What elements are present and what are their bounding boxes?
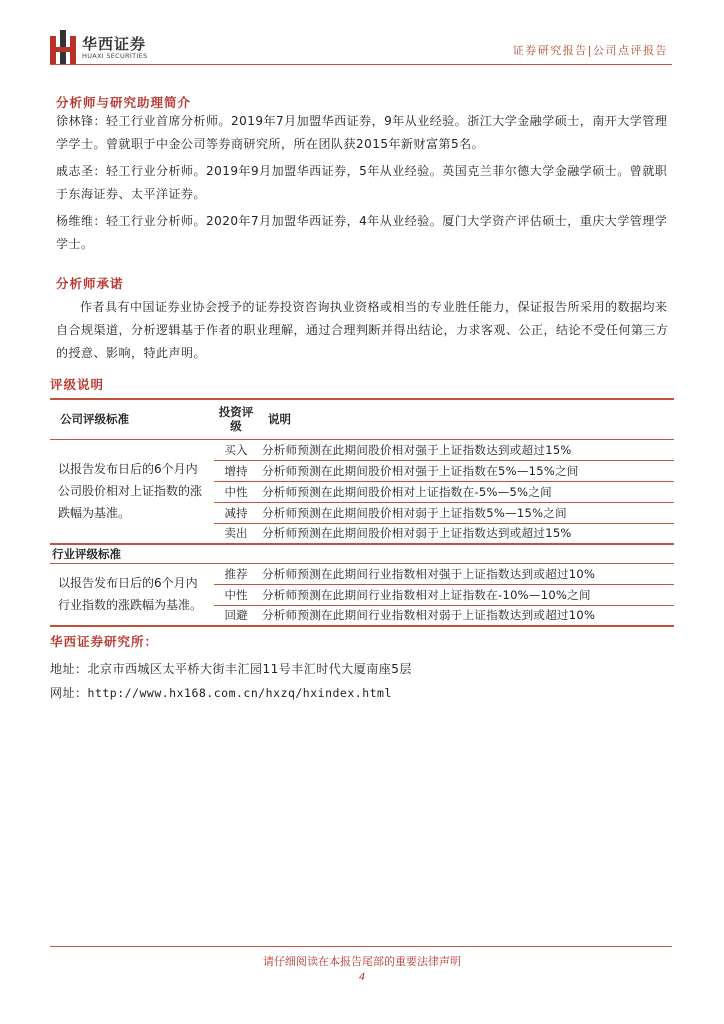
rating-title: 评级说明 bbox=[50, 377, 105, 392]
rating-value: 减持 bbox=[224, 505, 248, 520]
rating-explain: 分析师预测在此期间股价相对强于上证指数达到或超过15% bbox=[262, 442, 572, 457]
institute-website bbox=[50, 684, 392, 701]
col-rating-header: 投资评级 bbox=[218, 405, 254, 434]
rating-explain: 分析师预测在此期间股价相对弱于上证指数5%—15%之间 bbox=[262, 505, 567, 520]
analyst-bio-3: 杨维维：轻工行业分析师。2020年7月加盟华西证券，4年从业经验。厦门大学资产评估硕士，重庆大学管理学学士。 bbox=[56, 214, 668, 251]
industry-rating-header bbox=[50, 544, 674, 563]
footer-divider bbox=[50, 946, 672, 947]
commitment-text: 作者具有中国证券业协会授予的证券投资咨询执业资格或相当的专业胜任能力，保证报告所采用的数据均来自合规渠道，分析逻辑基于作者的职业理解，通过合理判断并得出结论，力求客观、公正，结论不受任何第三方的授意、影响，特此声明。 bbox=[56, 300, 669, 360]
table-row bbox=[50, 439, 674, 460]
url-label: 网址： bbox=[50, 686, 88, 700]
logo-name-en: HUAXI SECURITIES bbox=[82, 52, 148, 60]
rating-value: 中性 bbox=[224, 587, 248, 602]
header-divider bbox=[50, 64, 672, 65]
page-header bbox=[0, 0, 724, 68]
col-explain-header: 说明 bbox=[268, 412, 291, 427]
analyst-intro-title: 分析师与研究助理简介 bbox=[56, 95, 192, 110]
rating-explain: 分析师预测在此期间股价相对上证指数在-5%—5%之间 bbox=[262, 484, 552, 499]
report-type: 证券研究报告|公司点评报告 bbox=[512, 44, 668, 57]
company-rating-desc: 以报告发布日后的6个月内公司股价相对上证指数的涨跌幅为基准。 bbox=[58, 462, 203, 521]
page-number: 4 bbox=[358, 972, 366, 983]
company-logo bbox=[50, 30, 220, 66]
commitment-title: 分析师承诺 bbox=[56, 276, 124, 291]
logo-mark-icon bbox=[50, 30, 76, 64]
rating-explain: 分析师预测在此期间行业指数相对上证指数在-10%—10%之间 bbox=[262, 587, 591, 602]
rating-explain: 分析师预测在此期间行业指数相对弱于上证指数达到或超过10% bbox=[262, 608, 596, 623]
rating-value: 卖出 bbox=[224, 526, 248, 541]
company-rating-label: 公司评级标准 bbox=[60, 412, 129, 427]
logo-name-cn: 华西证券 bbox=[82, 35, 147, 53]
address-value: 北京市西城区太平桥大街丰汇园11号丰汇时代大厦南座5层 bbox=[87, 662, 412, 676]
rating-explain: 分析师预测在此期间股价相对弱于上证指数达到或超过15% bbox=[262, 526, 572, 541]
rating-value: 中性 bbox=[224, 484, 248, 499]
industry-rating-label: 行业评级标准 bbox=[52, 546, 121, 561]
analyst-bio-2: 戚志圣：轻工行业分析师。2019年9月加盟华西证券，5年从业经验。英国克兰菲尔德大学金融学硕士。曾就职于东海证券、太平洋证券。 bbox=[56, 164, 668, 201]
rating-table-header bbox=[50, 399, 674, 439]
rating-value: 推荐 bbox=[224, 566, 248, 581]
institute-address bbox=[50, 660, 412, 677]
footer-disclaimer: 请仔细阅读在本报告尾部的重要法律声明 bbox=[263, 955, 461, 968]
rating-explain: 分析师预测在此期间行业指数相对强于上证指数达到或超过10% bbox=[262, 566, 596, 581]
industry-rating-desc: 以报告发布日后的6个月内行业指数的涨跌幅为基准。 bbox=[58, 576, 203, 613]
institute-title: 华西证券研究所： bbox=[50, 634, 159, 649]
url-link[interactable]: http://www.hx168.com.cn/hxzq/hxindex.html bbox=[87, 686, 392, 700]
address-label: 地址： bbox=[50, 662, 88, 676]
rating-value: 回避 bbox=[224, 608, 248, 623]
rating-value: 买入 bbox=[224, 442, 248, 457]
rating-table bbox=[50, 398, 674, 627]
rating-value: 增持 bbox=[224, 463, 248, 478]
rating-explain: 分析师预测在此期间股价相对强于上证指数在5%—15%之间 bbox=[262, 463, 579, 478]
analyst-bio-1: 徐林锋：轻工行业首席分析师。2019年7月加盟华西证券，9年从业经验。浙江大学金融学硕士，南开大学管理学学士。曾就职于中金公司等券商研究所，所在团队获2015年新财富第5名。 bbox=[56, 114, 668, 151]
table-row bbox=[50, 563, 674, 584]
